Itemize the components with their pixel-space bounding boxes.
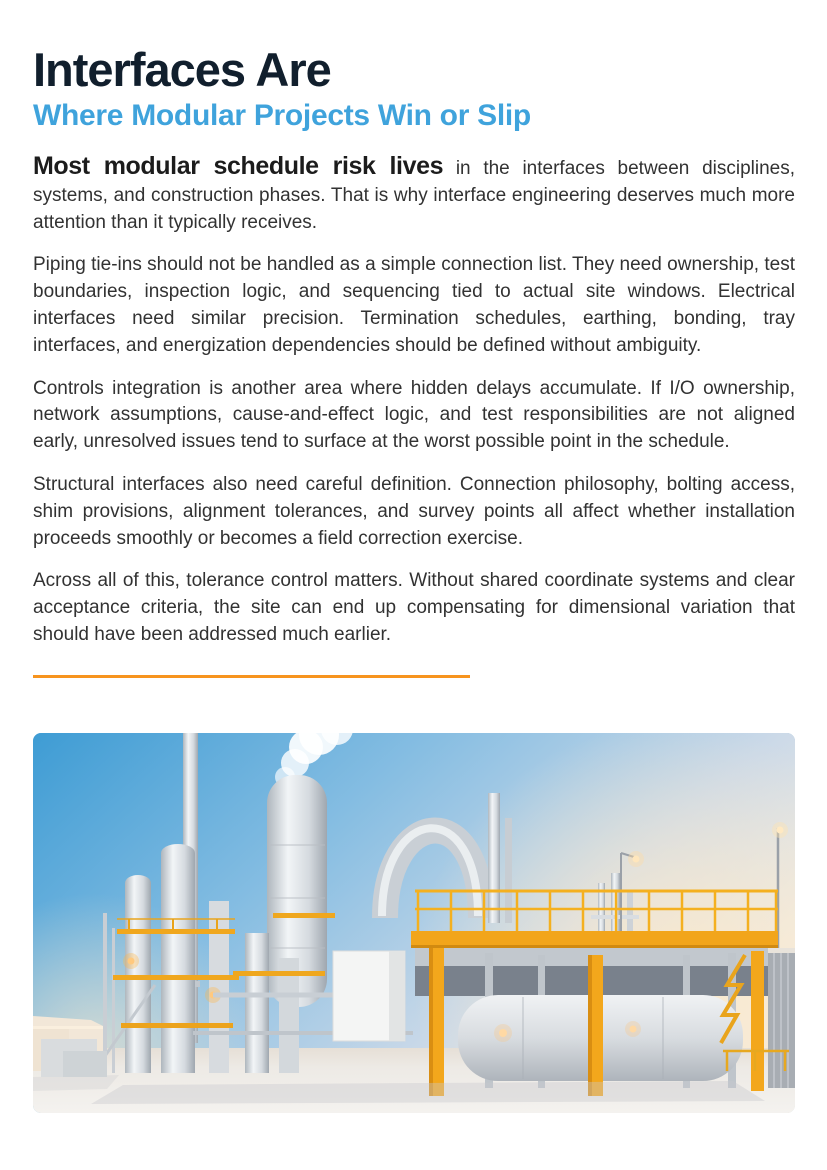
lead-text: in the interfaces between disciplines, systems, and construction phases. That is why interface engineering deserves much more attention than it typically receives. xyxy=(33,158,796,233)
corrugated-building xyxy=(768,948,795,1088)
paragraph-piping: Piping tie-ins should not be handled as a simple connection list. They need ownership, test boundaries, inspection logic, and sequencing tied to actual site windows. Electrical interfaces need similar precision. Termination schedules, earthing, bonding, tray interfaces, and energization dependencies should be defined without ambiguity. xyxy=(33,254,795,356)
lead-paragraph xyxy=(33,153,795,236)
yellow-column xyxy=(751,951,764,1091)
plant-photo-illustration xyxy=(33,733,795,1113)
page-subtitle: Where Modular Projects Win or Slip xyxy=(33,99,531,132)
plant-photo xyxy=(33,733,795,1113)
header xyxy=(33,44,795,134)
lead-emphasis: Most modular schedule risk lives xyxy=(33,152,444,180)
page-title: Interfaces Are xyxy=(33,43,331,96)
deck-beam xyxy=(411,931,778,947)
paragraph-tolerance: Across all of this, tolerance control matters. Without shared coordinate systems and clear acceptance criteria, the site can end up compensating for dimensional variation that should have been addressed much earlier. xyxy=(33,570,795,645)
right-stack xyxy=(488,793,500,923)
paragraph-structural: Structural interfaces also need careful definition. Connection philosophy, bolting access, shim provisions, alignment tolerances, and survey points all affect whether installation proceeds smoothly or becomes a field correction exercise. xyxy=(33,473,795,549)
paragraph-controls: Controls integration is another area where hidden delays accumulate. If I/O ownership, network assumptions, cause-and-effect logic, and test responsibilities are not aligned early, unresolved issues tend to surface at the worst possible point in the schedule. xyxy=(33,377,795,453)
article xyxy=(33,153,795,1113)
right-stack-small xyxy=(505,818,512,923)
orange-divider xyxy=(33,675,470,678)
